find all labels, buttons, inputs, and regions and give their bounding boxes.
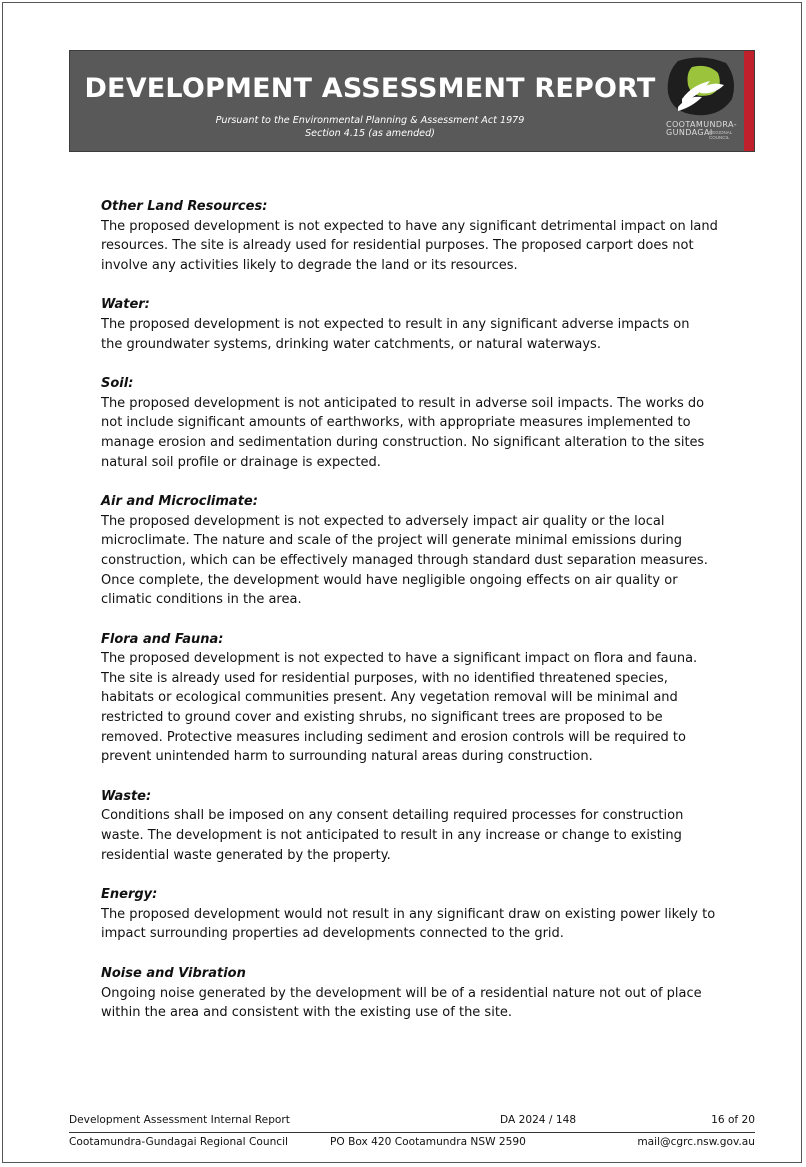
paragraph-line: waste. The development is not anticipated to result in any increase or change to existing [101, 828, 682, 844]
section-waste [101, 787, 741, 865]
paragraph-line: within the area and consistent with the existing use of the site. [101, 1005, 513, 1021]
section-paragraph [101, 315, 741, 354]
section-paragraph [101, 649, 741, 767]
paragraph-line: Conditions shall be imposed on any consent detailing required processes for construction [101, 808, 684, 824]
section-heading: Air and Microclimate: [101, 494, 258, 510]
paragraph-line: removed. Protective measures including sediment and erosion controls will be required to [101, 729, 686, 745]
section-other-land-resources [101, 197, 741, 275]
section-paragraph [101, 984, 741, 1023]
section-soil [101, 374, 741, 472]
council-logo [662, 55, 740, 149]
footer-da-number: DA 2024 / 148 [500, 1114, 577, 1126]
report-subtitle-section: Section 4.15 (as amended) [305, 128, 435, 139]
paragraph-line: The proposed development is not expected to have any significant detrimental impact on land [101, 218, 718, 234]
footer-email[interactable]: mail@cgrc.nsw.gov.au [637, 1136, 755, 1148]
footer-address: PO Box 420 Cootamundra NSW 2590 [330, 1136, 526, 1148]
section-flora-and-fauna [101, 630, 741, 767]
paragraph-line: The proposed development is not expected to adversely impact air quality or the local [101, 513, 665, 529]
paragraph-line: the groundwater systems, drinking water catchments, or natural waterways. [101, 336, 601, 352]
footer-council-name: Cootamundra-Gundagai Regional Council [69, 1136, 289, 1148]
council-logo-tagline: REGIONAL COUNCIL [709, 130, 733, 140]
paragraph-line: impact surrounding properties ad developments connected to the grid. [101, 926, 564, 942]
report-body [101, 197, 741, 1043]
banner-accent-stripe [744, 51, 754, 151]
paragraph-line: natural soil profile or drainage is expected. [101, 454, 381, 470]
council-logo-icon [662, 55, 740, 121]
paragraph-line: The proposed development is not expected to result in any significant adverse impacts on [101, 316, 690, 332]
section-heading: Waste: [101, 788, 152, 804]
paragraph-line: The proposed development is not expected to have a significant impact on flora and fauna. [101, 651, 698, 667]
paragraph-line: The proposed development is not anticipated to result in adverse soil impacts. The works do [101, 395, 705, 411]
paragraph-line: manage erosion and sedimentation during construction. No significant alteration to the sites [101, 434, 705, 450]
footer-divider [69, 1132, 755, 1133]
report-header-banner [69, 50, 755, 152]
paragraph-line: climatic conditions in the area. [101, 592, 302, 608]
paragraph-line: microclimate. The nature and scale of the project will generate minimal emissions during [101, 533, 683, 549]
paragraph-line: involve any activities likely to degrade the land or its resources. [101, 257, 518, 273]
footer-page-number: 16 of 20 [711, 1114, 755, 1126]
section-air-and-microclimate [101, 492, 741, 610]
document-page [2, 2, 802, 1163]
section-heading: Flora and Fauna: [101, 631, 224, 647]
section-paragraph [101, 905, 741, 944]
paragraph-line: prevent unintended harm to surrounding natural areas during construction. [101, 749, 593, 765]
paragraph-line: habitats or ecological communities present. Any vegetation removal will be minimal and [101, 690, 678, 706]
section-heading: Soil: [101, 376, 134, 392]
section-heading: Noise and Vibration [101, 966, 246, 981]
section-water [101, 295, 741, 354]
report-title: DEVELOPMENT ASSESSMENT REPORT [84, 73, 656, 104]
footer-report-name: Development Assessment Internal Report [69, 1114, 290, 1126]
paragraph-line: construction, which can be effectively managed through standard dust separation measures. [101, 552, 708, 568]
section-paragraph [101, 806, 741, 865]
paragraph-line: The proposed development would not result in any significant draw on existing power likely to [101, 906, 716, 922]
paragraph-line: not include significant amounts of earthworks, with appropriate measures implemented to [101, 415, 691, 431]
paragraph-line: residential waste generated by the property. [101, 847, 391, 863]
section-paragraph [101, 394, 741, 472]
section-heading: Water: [101, 297, 150, 313]
report-subtitle-act: Pursuant to the Environmental Planning & Assessment Act 1979 [215, 115, 525, 126]
paragraph-line: restricted to ground cover and existing shrubs, no significant trees are proposed to be [101, 710, 663, 726]
paragraph-line: resources. The site is already used for residential purposes. The proposed carport does not [101, 238, 694, 254]
paragraph-line: Once complete, the development would have negligible ongoing effects on air quality or [101, 572, 678, 588]
council-logo-wordmark: COOTAMUNDRA- GUNDAGAI [666, 120, 738, 137]
paragraph-line: Ongoing noise generated by the development will be of a residential nature not out of place [101, 985, 702, 1001]
paragraph-line: The site is already used for residential purposes, with no identified threatened species, [101, 670, 668, 686]
section-noise-and-vibration [101, 964, 741, 1023]
section-paragraph [101, 512, 741, 610]
section-energy [101, 885, 741, 944]
section-heading: Energy: [101, 887, 158, 903]
section-heading: Other Land Resources: [101, 199, 268, 214]
section-paragraph [101, 217, 741, 276]
